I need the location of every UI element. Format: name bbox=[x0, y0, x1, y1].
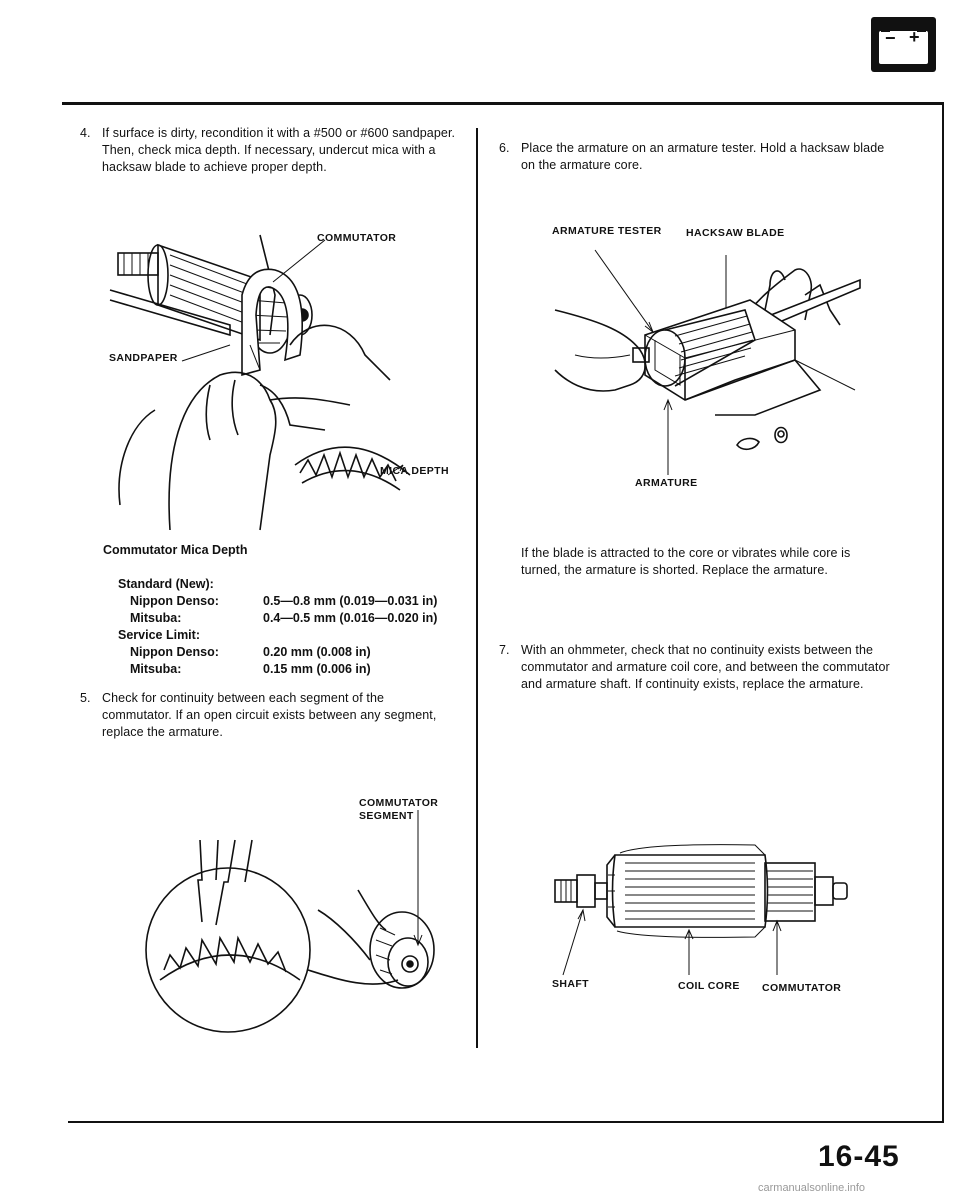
step-7 bbox=[499, 642, 893, 693]
figure-armature-parts bbox=[555, 835, 875, 985]
spec-row-mitsuba-limit bbox=[118, 661, 463, 678]
step-5-number: 5. bbox=[80, 691, 91, 705]
label-armature: ARMATURE bbox=[635, 477, 698, 489]
spec-nippon-denso-label: Nippon Denso: bbox=[130, 594, 219, 608]
label-shaft: SHAFT bbox=[552, 978, 589, 990]
spec-mitsuba-label: Mitsuba: bbox=[130, 611, 182, 625]
note-6 bbox=[521, 545, 893, 579]
label-commutator-segment-1: COMMUTATOR bbox=[359, 797, 439, 809]
header-rule bbox=[62, 102, 944, 105]
label-coil-core: COIL CORE bbox=[678, 980, 740, 992]
step-7-number: 7. bbox=[499, 643, 510, 657]
right-edge-rule bbox=[942, 102, 944, 1122]
figure-sandpaper-commutator bbox=[110, 225, 470, 535]
battery-icon bbox=[871, 17, 936, 72]
step-5 bbox=[80, 690, 456, 741]
spec-row-nd-limit bbox=[118, 644, 463, 661]
spec-nippon-denso-limit: 0.20 mm (0.008 in) bbox=[263, 645, 371, 659]
figure-commutator-segment bbox=[140, 810, 470, 1040]
step-5-text: Check for continuity between each segment of the commutator. If an open circuit exists between any segment, replace the armature. bbox=[102, 691, 437, 739]
battery-plus-sign: + bbox=[909, 27, 920, 47]
label-commutator-segment-2: SEGMENT bbox=[359, 810, 414, 822]
label-commutator-fig4: COMMUTATOR bbox=[762, 982, 842, 994]
label-armature-tester: ARMATURE TESTER bbox=[552, 225, 662, 237]
spec-nippon-denso-label-2: Nippon Denso: bbox=[130, 645, 219, 659]
footer-rule bbox=[68, 1121, 944, 1123]
spec-row-nd-std bbox=[118, 593, 463, 610]
spec-mitsuba-std: 0.4—0.5 mm (0.016—0.020 in) bbox=[263, 611, 438, 625]
figure-armature-tester bbox=[555, 240, 875, 475]
spec-nippon-denso-std: 0.5—0.8 mm (0.019—0.031 in) bbox=[263, 594, 438, 608]
battery-minus-sign: − bbox=[885, 28, 896, 48]
spec-table bbox=[118, 576, 463, 678]
spec-mitsuba-limit: 0.15 mm (0.006 in) bbox=[263, 662, 371, 676]
step-6-number: 6. bbox=[499, 141, 510, 155]
spec-row-mitsuba-std bbox=[118, 610, 463, 627]
spec-service-limit-label: Service Limit: bbox=[118, 628, 200, 642]
spec-mitsuba-label-2: Mitsuba: bbox=[130, 662, 182, 676]
footer-watermark: carmanualsonline.info bbox=[758, 1182, 866, 1194]
label-mica-depth: MICA DEPTH bbox=[380, 465, 449, 477]
label-hacksaw-blade: HACKSAW BLADE bbox=[686, 227, 785, 239]
label-commutator-fig1: COMMUTATOR bbox=[317, 232, 397, 244]
spec-row-service bbox=[118, 627, 463, 644]
step-6-text: Place the armature on an armature tester. Hold a hacksaw blade on the armature core. bbox=[521, 141, 885, 172]
step-7-text: With an ohmmeter, check that no continuity exists between the commutator and armature coil core, and between the commutator and armature shaft. If continuity exists, replace the armature. bbox=[521, 643, 890, 691]
note-6-text: If the blade is attracted to the core or vibrates while core is turned, the armature is shorted. Replace the armature. bbox=[521, 546, 851, 577]
step-4-number: 4. bbox=[80, 126, 91, 140]
page-number: 16-45 bbox=[818, 1140, 900, 1173]
step-6 bbox=[499, 140, 893, 174]
spec-title: Commutator Mica Depth bbox=[103, 543, 248, 557]
step-4 bbox=[80, 125, 456, 176]
column-divider bbox=[476, 128, 478, 1048]
step-4-text: If surface is dirty, recondition it with a #500 or #600 sandpaper. Then, check mica depth. If necessary, undercut mica with a hacksaw blade to achieve proper depth. bbox=[102, 126, 456, 174]
label-sandpaper: SANDPAPER bbox=[109, 352, 178, 364]
spec-row-standard bbox=[118, 576, 463, 593]
spec-standard-label: Standard (New): bbox=[118, 577, 214, 591]
